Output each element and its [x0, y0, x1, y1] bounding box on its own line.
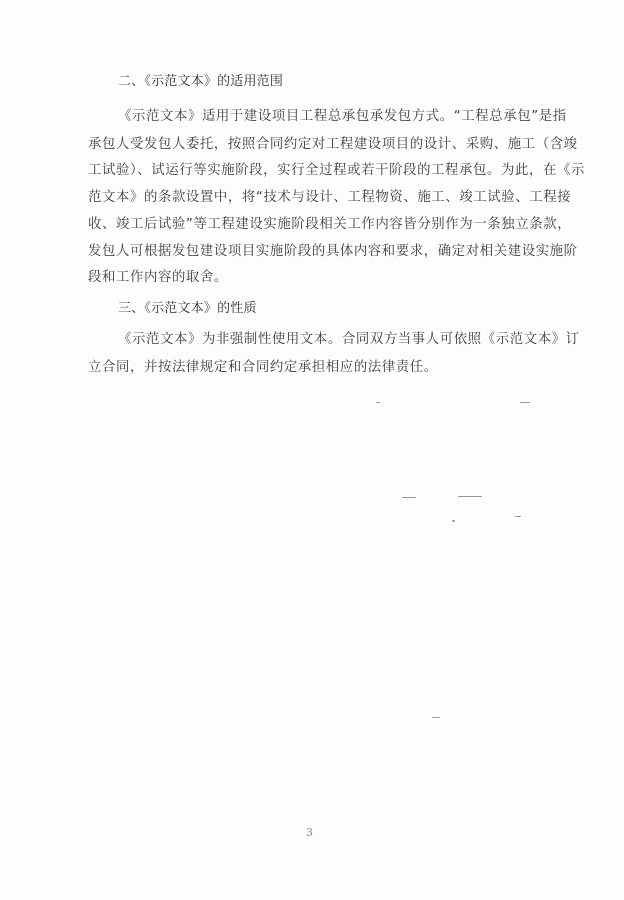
section-2-line-5: 收、竣工后试验”等工程建设实施阶段相关工作内容皆分别作为一条独立条款， [88, 217, 572, 232]
section-2-line-1: 《示范文本》适用于建设项目工程总承包承发包方式。“工程总承包”是指 [118, 109, 567, 124]
scan-speck [452, 520, 455, 522]
scan-speck [520, 402, 530, 403]
scan-speck [432, 717, 440, 718]
section-2-line-3: 工试验）、试运行等实施阶段，实行全过程或若干阶段的工程承包。为此，在《示 [88, 163, 585, 178]
scan-speck [402, 497, 416, 498]
section-2-line-6: 发包人可根据发包建设项目实施阶段的具体内容和要求，确定对相关建设实施阶 [88, 244, 578, 259]
section-2-line-7: 段和工作内容的取舍。 [88, 270, 228, 285]
section-2-heading: 二、《示范文本》的适用范围 [118, 74, 284, 89]
scan-speck [376, 402, 380, 403]
section-2-line-2: 承包人受发包人委托，按照合同约定对工程建设项目的设计、采购、施工（含竣 [88, 137, 578, 152]
section-3-line-2: 立合同，并按法律规定和合同约定承担相应的法律责任。 [88, 360, 438, 375]
scan-speck [515, 516, 521, 517]
section-2-line-4: 范文本》的条款设置中，将“技术与设计、工程物资、施工、竣工试验、工程接 [88, 190, 572, 205]
section-3-heading: 三、《示范文本》的性质 [118, 301, 257, 316]
page-number: 3 [306, 826, 313, 839]
scan-speck [458, 496, 482, 497]
section-3-line-1: 《示范文本》为非强制性使用文本。合同双方当事人可依照《示范文本》订 [118, 332, 580, 347]
